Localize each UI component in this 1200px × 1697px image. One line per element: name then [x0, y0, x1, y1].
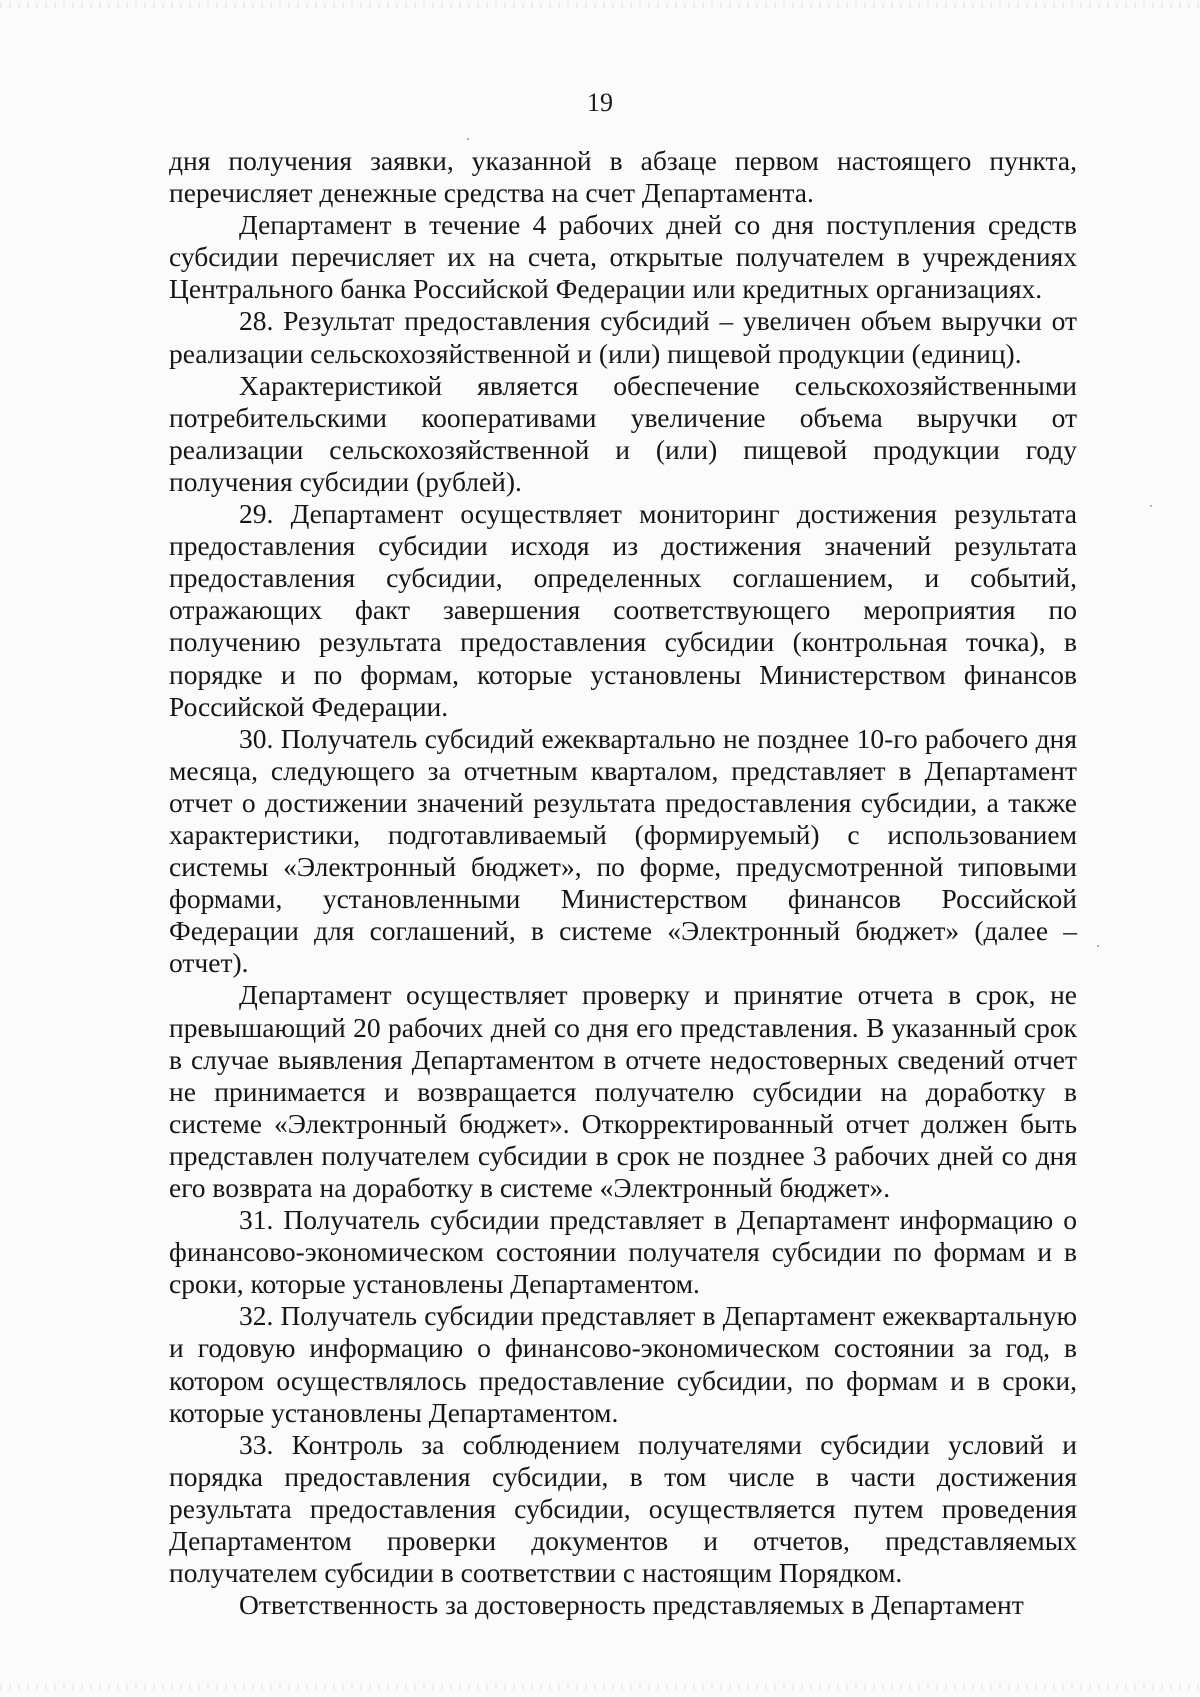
paragraph-department-transfer: Департамент в течение 4 рабочих дней со дня поступления средств субсидии перечисляет их на счета, открытые получателем в учреждениях Центрального банка Российской Федерации или кредитных организациях.: [169, 209, 1077, 305]
scan-speck: [1097, 945, 1099, 947]
paragraph-33: 33. Контроль за соблюдением получателями субсидии условий и порядка предоставления субсидии, в том числе в части достижения результата предоставления субсидии, осуществляется путем проведения Департаментом проверки документов и отчетов, представляемых получателем субсидии в соответствии с настоящим Порядком.: [169, 1428, 1077, 1589]
document-body: [169, 145, 1077, 1621]
page-number: 19: [587, 88, 613, 117]
scan-speck: [467, 138, 469, 140]
paragraph-continuation: дня получения заявки, указанной в абзаце первом настоящего пункта, перечисляет денежные средства на счет Департамента.: [169, 145, 1077, 209]
paragraph-28-characteristic: Характеристикой является обеспечение сельскохозяйственными потребительскими кооперативами увеличение объема выручки от реализации сельскохозяйственной и (или) пищевой продукции году получения субсидии (рублей).: [169, 369, 1077, 497]
paragraph-30: 30. Получатель субсидий ежеквартально не позднее 10-го рабочего дня месяца, следующего за отчетным кварталом, представляет в Департамент отчет о достижении значений результата предоставления субсидии, а также характеристики, подготавливаемый (формируемый) с использованием системы «Электронный бюджет», по форме, предусмотренной типовыми формами, установленными Министерством финансов Российской Федерации для соглашений, в системе «Электронный бюджет» (далее – отчет).: [169, 722, 1077, 979]
paragraph-30-review: Департамент осуществляет проверку и принятие отчета в срок, не превышающий 20 рабочих дней со дня его представления. В указанный срок в случае выявления Департаментом в отчете недостоверных сведений отчет не принимается и возвращается получателю субсидии на доработку в системе «Электронный бюджет». Откорректированный отчет должен быть представлен получателем субсидии в срок не позднее 3 рабочих дней со дня его возврата на доработку в системе «Электронный бюджет».: [169, 979, 1077, 1203]
scan-speck: [1150, 505, 1152, 507]
paragraph-32: 32. Получатель субсидии представляет в Департамент ежеквартальную и годовую информацию о финансово-экономическом состоянии за год, в котором осуществлялось предоставление субсидии, по формам и в сроки, которые установлены Департаментом.: [169, 1300, 1077, 1428]
scan-edge-top: [0, 2, 1200, 8]
paragraph-31: 31. Получатель субсидии представляет в Департамент информацию о финансово-экономическом состоянии получателя субсидии по формам и в сроки, которые установлены Департаментом.: [169, 1204, 1077, 1300]
scan-edge-bottom: [0, 1684, 1200, 1690]
paragraph-28: 28. Результат предоставления субсидий – увеличен объем выручки от реализации сельскохозяйственной и (или) пищевой продукции (единиц).: [169, 305, 1077, 369]
paragraph-responsibility: Ответственность за достоверность представляемых в Департамент: [239, 1589, 1024, 1621]
paragraph-29: 29. Департамент осуществляет мониторинг достижения результата предоставления субсидии исходя из достижения значений результата предоставления субсидии, определенных соглашением, и событий, отражающих факт завершения соответствующего мероприятия по получению результата предоставления субсидии (контрольная точка), в порядке и по формам, которые установлены Министерством финансов Российской Федерации.: [169, 498, 1077, 722]
